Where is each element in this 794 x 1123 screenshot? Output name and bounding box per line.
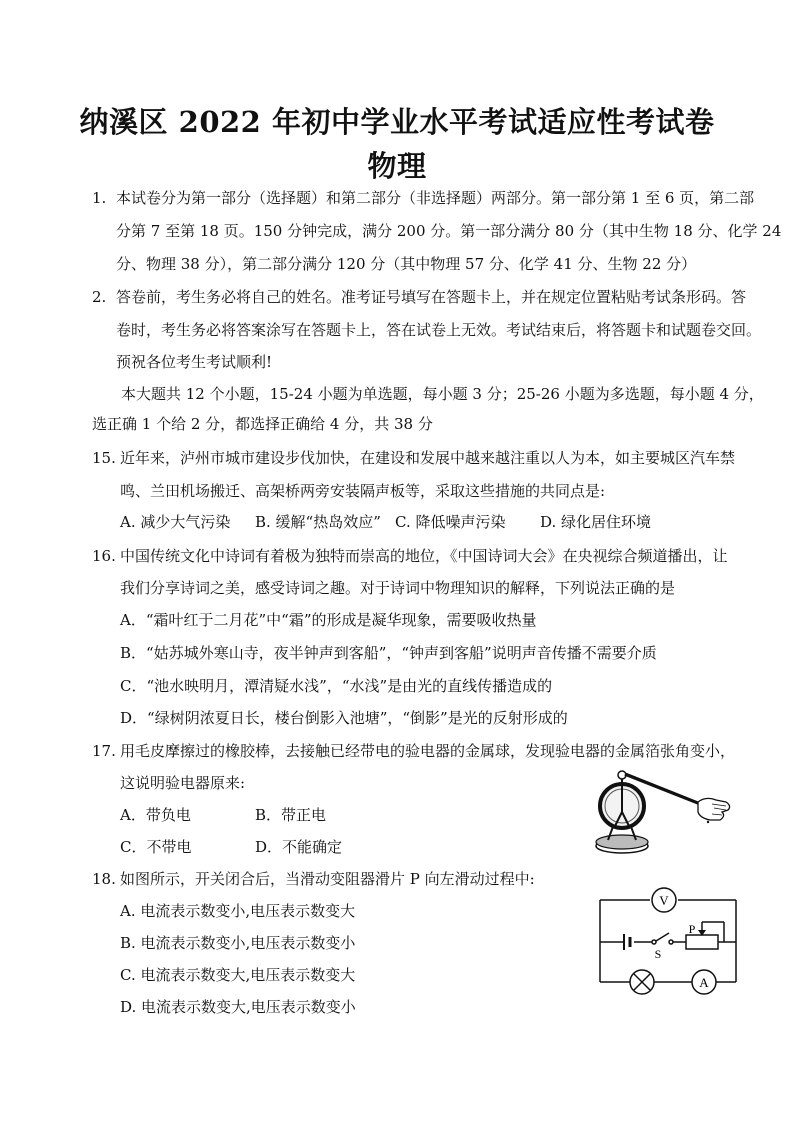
question-number: 15. [92,449,116,467]
exam-subject: 物理 [367,149,427,183]
instruction-number: 1. [92,189,107,207]
instruction-line: 预祝各位考生考试顺利! [116,353,273,371]
option-b: B. 电流表示数变小,电压表示数变小 [120,934,356,952]
option-c: C. 降低噪声污染 [395,513,506,531]
question-text: 中国传统文化中诗词有着极为独特而崇高的地位，《中国诗词大会》在央视综合频道播出，让 [120,547,728,565]
section-intro-line: 选正确 1 个给 2 分，都选择正确给 4 分，共 38 分 [92,415,433,433]
option-d: D. 电流表示数变大,电压表示数变小 [120,998,356,1016]
instruction-line: 本试卷分为第一部分（选择题）和第二部分（非选择题）两部分。第一部分第 1 至 6 页，第二部 [116,189,755,207]
option-d: D．不能确定 [255,838,343,856]
option-d: D．“绿树阴浓夏日长，楼台倒影入池塘”，“倒影”是光的反射形成的 [120,709,568,727]
option-d: D. 绿化居住环境 [540,513,652,531]
circuit-diagram [592,882,744,1000]
option-c: C. 电流表示数变大,电压表示数变大 [120,966,356,984]
option-c: C．不带电 [120,838,192,856]
option-b: B．带正电 [255,806,327,824]
question-text: 近年来，泸州市城市建设步伐加快，在建设和发展中越来越注重以人为本，如主要城区汽车禁 [120,449,736,467]
voltmeter-label: V [659,893,669,908]
question-number: 17. [92,742,116,760]
question-text: 鸣、兰田机场搬迁、高架桥两旁安装隔声板等，采取这些措施的共同点是: [120,482,606,500]
instruction-line: 分第 7 至第 18 页。150 分钟完成，满分 200 分。第一部分满分 80 分（其中生物 18 分、化学 24 [116,222,782,240]
question-text: 我们分享诗词之美，感受诗词之趣。对于诗词中物理知识的解释，下列说法正确的是 [120,579,676,597]
option-b: B．“姑苏城外寒山寺，夜半钟声到客船”，“钟声到客船”说明声音传播不需要介质 [120,644,657,662]
section-intro-line: 本大题共 12 个小题，15-24 小题为单选题，每小题 3 分；25-26 小题为多选题，每小题 4 分， [121,385,764,403]
instruction-line: 卷时，考生务必将答案涂写在答题卡上，答在试卷上无效。考试结束后，将答题卡和试题卷交回。 [116,321,762,339]
option-a: A．“霜叶红于二月花”中“霜”的形成是凝华现象，需要吸收热量 [120,611,537,629]
instruction-number: 2. [92,288,107,306]
option-a: A．带负电 [120,806,191,824]
electroscope-figure [588,762,738,870]
question-text: 这说明验电器原来: [120,774,246,792]
question-number: 16. [92,547,116,565]
option-c: C．“池水映明月，潭清疑水浅”，“水浅”是由光的直线传播造成的 [120,677,553,695]
option-b: B. 缓解“热岛效应” [255,513,381,531]
question-text: 如图所示，开关闭合后，当滑动变阻器滑片 P 向左滑动过程中: [120,870,535,888]
question-number: 18. [92,870,116,888]
exam-title: 纳溪区 2022 年初中学业水平考试适应性考试卷 [79,105,715,139]
option-a: A. 减少大气污染 [120,513,231,531]
option-a: A. 电流表示数变小,电压表示数变大 [120,902,356,920]
ammeter-label: A [699,975,709,990]
instruction-line: 答卷前，考生务必将自己的姓名。准考证号填写在答题卡上，并在规定位置粘贴考试条形码。答 [116,288,747,306]
question-text: 用毛皮摩擦过的橡胶棒，去接触已经带电的验电器的金属球，发现验电器的金属箔张角变小， [120,742,736,760]
slider-label: P [688,922,696,936]
switch-label: S [654,947,662,961]
instruction-line: 分、物理 38 分），第二部分满分 120 分（其中物理 57 分、化学 41 分、生物 22 分） [116,255,697,273]
